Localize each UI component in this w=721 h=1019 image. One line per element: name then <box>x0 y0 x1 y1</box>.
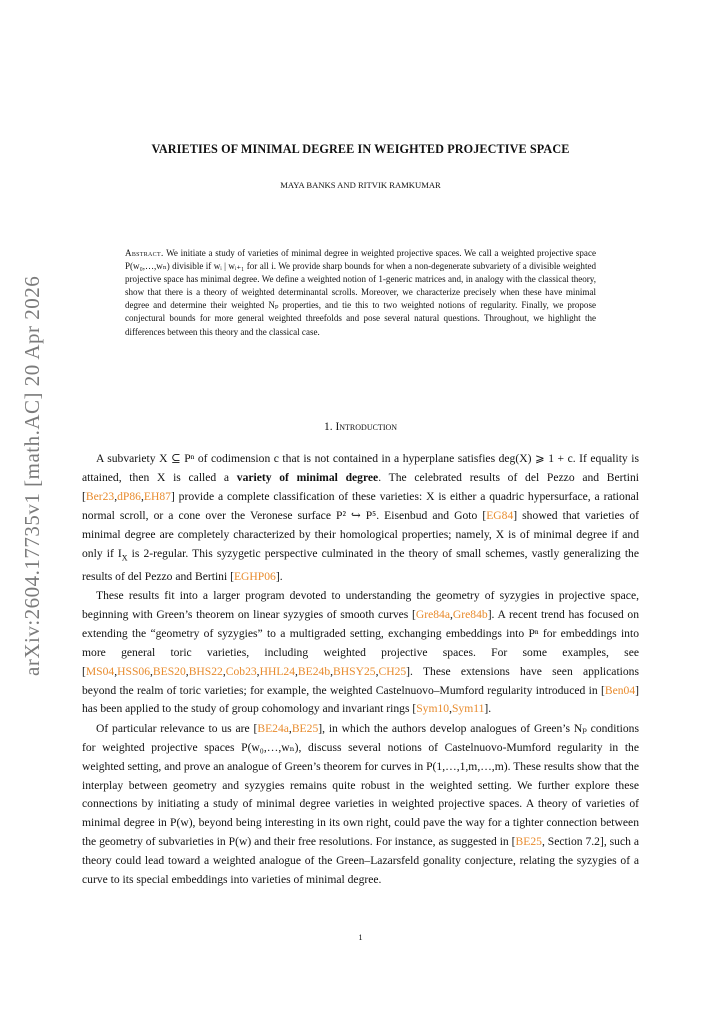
text-run: , Section 7.2], such a theory could lead toward a weighted analogue of the Green–Lazarsfeld gonality conjecture, relating the syzygies of a curve to its special embeddings into varieties of minimal degree. <box>82 835 639 887</box>
body-text <box>82 450 639 890</box>
text-run: ] showed that varieties of minimal degree are completely characterized by their homological properties; namely, X is of minimal degree if and only if I <box>82 508 639 560</box>
citation-link[interactable]: HHL24 <box>259 664 295 678</box>
citation-link[interactable]: BE24b <box>297 664 331 678</box>
abstract <box>125 247 596 339</box>
citation-link[interactable]: BES20 <box>152 664 186 678</box>
section-title: Introduction <box>335 421 398 433</box>
section-heading <box>0 421 721 433</box>
citation-link[interactable]: MS04 <box>85 664 115 678</box>
citation-link[interactable]: Ben04 <box>604 683 636 697</box>
defined-term: variety of minimal degree <box>236 470 379 484</box>
citation-link[interactable]: BHSY25 <box>333 664 376 678</box>
citation-link[interactable]: Cob23 <box>225 664 257 678</box>
page-number: 1 <box>358 932 363 942</box>
citation-link[interactable]: BE25 <box>291 721 319 735</box>
text-run: ]. <box>484 702 492 716</box>
paragraph-2: These results fit into a larger program devoted to understanding the geometry of syzygies in projective space, beginning with Green’s theorem on linear syzygies of smooth curves [Gre84a,Gre84b]. A recent trend has focused on extending the “geometry of syzygies” to a multigraded setting, exchanging embeddings into Pⁿ for embeddings into more general toric varieties, including weighted projective spaces. For some examples, see [MS04,HSS06,BES20,BHS22,Cob23,HHL24,BE24b,BHSY25,CH25]. These extensions have seen applications beyond the realm of toric varieties; for example, the weighted Castelnuovo–Mumford regularity introduced in [Ben04] has been applied to the study of group cohomology and invariant rings [Sym10,Sym11]. <box>82 589 639 716</box>
text-run: is 2-regular. This syzygetic perspective culminated in the theory of small schemes, vastly generalizing the results of del Pezzo and Bertini [ <box>82 546 639 583</box>
text-run: ], in which the authors develop analogues of Green’s Nₚ conditions for weighted projective spaces P(w₀,…,wₙ), discuss several notions of Castelnuovo-Mumford regularity in the weighted setting, and prove an analogue of Green’s theorem for curves in P(1,…,1,m,…,m). These results show that the interplay between geometry and syzygies remains quite robust in the weighted setting. We further explore these connections by initiating a study of minimal degree varieties in weighted projective spaces. A theory of varieties of minimal degree in P(w), beyond being interesting in its own right, could pave the way for a tighter connection between the geometry of subvarieties in P(w) and their free resolutions. For instance, as suggested in [ <box>82 721 639 849</box>
citation-link[interactable]: HSS06 <box>117 664 151 678</box>
paper-authors: MAYA BANKS AND RITVIK RAMKUMAR <box>280 180 441 190</box>
citation-link[interactable]: EGHP06 <box>233 569 276 583</box>
paragraph-1: A subvariety X ⊆ Pⁿ of codimension c that is not contained in a hyperplane satisfies deg(X) ⩾ 1 + c. If equality is attained, then X is called a variety of minimal degree. The celebrated results of del Pezzo and Bertini [Ber23,dP86,EH87] provide a complete classification of these varieties: X is either a quadric hypersurface, a rational normal scroll, or a cone over the Veronese surface P² ↪ P⁵. Eisenbud and Goto [EG84] showed that varieties of minimal degree are completely characterized by their homological properties; namely, X is of minimal degree if and only if $I_X$ is 2-regular. This syzygetic perspective culminated in the theory of small schemes, vastly generalizing the results of del Pezzo and Bertini [EGHP06]. <box>82 452 639 583</box>
citation-link[interactable]: BE25 <box>515 835 542 849</box>
text-run: . The celebrated results of del Pezzo and Bertini [ <box>82 470 639 503</box>
text-run: A subvariety X ⊆ Pⁿ of codimension c that is not contained in a hyperplane satisfies deg(X) ⩾ 1 + c. If equality is attained, then X is called a <box>82 452 639 484</box>
citation-link[interactable]: CH25 <box>378 664 407 678</box>
abstract-label: Abstract. <box>125 248 164 258</box>
text-run: ] has been applied to the study of group cohomology and invariant rings [ <box>82 683 639 716</box>
subscript: X <box>121 552 128 562</box>
text-run: ] provide a complete classification of these varieties: X is either a quadric hypersurface, a rational normal scroll, or a cone over the Veronese surface P² ↪ P⁵. Eisenbud and Goto [ <box>82 489 639 522</box>
citation-link[interactable]: Sym10 <box>416 702 450 716</box>
citation-link[interactable]: BHS22 <box>188 664 223 678</box>
citation-link[interactable]: EG84 <box>486 508 514 522</box>
paragraph-3: Of particular relevance to us are [BE24a,BE25], in which the authors develop analogues of Green’s Nₚ conditions for weighted projective spaces P(w₀,…,wₙ), discuss several notions of Castelnuovo-Mumford regularity in the weighted setting, and prove an analogue of Green’s theorem for curves in P(1,…,1,m,…,m). These results show that the interplay between geometry and syzygies remains quite robust in the weighted setting. We further explore these connections by initiating a study of minimal degree varieties in weighted projective spaces. A theory of varieties of minimal degree in P(w), beyond being interesting in its own right, could pave the way for a tighter connection between the geometry of subvarieties in P(w) and their free resolutions. For instance, as suggested in [BE25, Section 7.2], such a theory could lead toward a weighted analogue of the Green–Lazarsfeld gonality conjecture, relating the syzygies of a curve to its special embeddings into varieties of minimal degree. <box>82 721 639 887</box>
citation-link[interactable]: Ber23 <box>85 489 115 503</box>
paper-title: VARIETIES OF MINIMAL DEGREE IN WEIGHTED PROJECTIVE SPACE <box>151 142 570 156</box>
citation-link[interactable]: Sym11 <box>451 702 485 716</box>
text-run: These results fit into a larger program devoted to understanding the geometry of syzygies in projective space, beginning with Green’s theorem on linear syzygies of smooth curves [ <box>82 589 639 621</box>
citation-link[interactable]: dP86 <box>117 489 141 503</box>
abstract-text: We initiate a study of varieties of minimal degree in weighted projective spaces. We call a weighted projective space P(w₀,…,wₙ) divisible if wᵢ | wᵢ₊₁ for all i. We provide sharp bounds for when a non-degenerate subvariety of a divisible weighted projective space has minimal degree. We define a weighted notion of 1-generic matrices and, in analogy with the classical theory, show that there is a theory of weighted determinantal scrolls. Moreover, we characterize precisely when these have minimal degree and determine their weighted Nₚ properties, and tie this to two weighted notions of regularity. Finally, we propose conjectural bounds for more general weighted threefolds and pose several natural questions. Throughout, we highlight the differences between this theory and the classical case. <box>125 248 596 337</box>
citation-link[interactable]: Gre84b <box>452 607 488 621</box>
citation-link[interactable]: EH87 <box>143 489 171 503</box>
text-run: ]. <box>275 569 283 583</box>
arxiv-identifier: arXiv:2604.17735v1 [math.AC] 20 Apr 2026 <box>20 275 44 676</box>
text-run: ]. A recent trend has focused on extending the “geometry of syzygies” to a multigraded setting, exchanging embeddings into Pⁿ for embeddings into more general toric varieties, including weighted projective spaces. For some examples, see [ <box>82 607 639 678</box>
text-run: ]. These extensions have seen applications beyond the realm of toric varieties; for example, the weighted Castelnuovo–Mumford regularity introduced in [ <box>82 664 639 697</box>
citation-link[interactable]: Gre84a <box>415 607 450 621</box>
text-run: Of particular relevance to us are [ <box>96 721 258 735</box>
citation-link[interactable]: BE24a <box>257 721 289 735</box>
section-number: 1. <box>323 421 333 433</box>
